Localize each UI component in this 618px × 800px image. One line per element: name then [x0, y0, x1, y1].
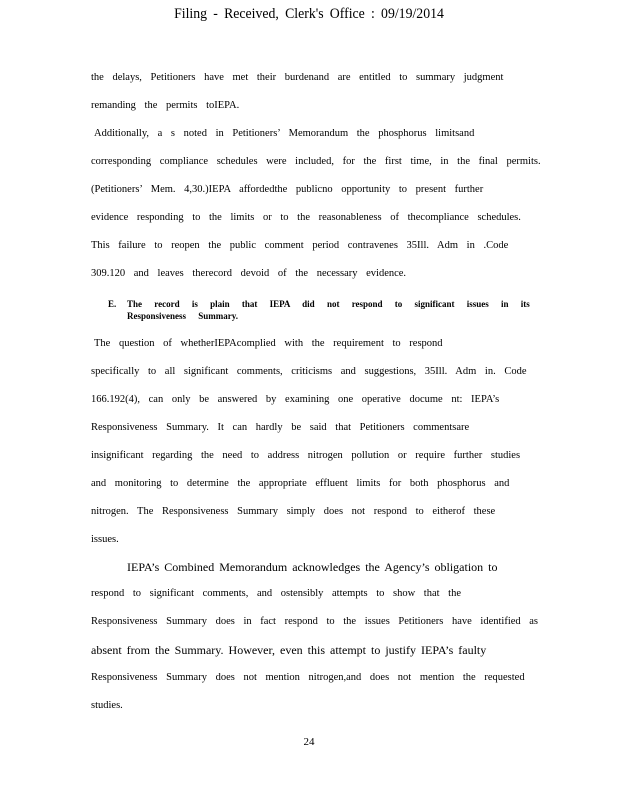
body-line-11: 166.192(4), can only be answered by examining one operative docume nt: IEPA’s — [91, 394, 500, 405]
body-line-17: IEPA’s Combined Memorandum acknowledges the Agency’s obligation to — [127, 560, 498, 574]
body-line-9: The question of whetherIEPAcomplied with the requirement to respond — [94, 338, 443, 349]
body-line-18: respond to significant comments, and ostensibly attempts to show that the — [91, 588, 461, 599]
section-heading-line-2: Responsiveness Summary. — [127, 311, 239, 321]
body-line-22: studies. — [91, 700, 123, 711]
body-line-7: This failure to reopen the public comment period contravenes 35Ill. Adm in .Code — [91, 240, 509, 251]
section-heading-line-1: The record is plain that IEPA did not respond to significant issues in its — [127, 299, 530, 309]
body-line-4: corresponding compliance schedules were included, for the first time, in the final permits. — [91, 156, 541, 167]
body-line-12: Responsiveness Summary. It can hardly be said that Petitioners commentsare — [91, 422, 470, 433]
body-line-10: specifically to all significant comments, criticisms and suggestions, 35Ill. Adm in. Code — [91, 366, 527, 377]
body-line-13: insignificant regarding the need to address nitrogen pollution or require further studies — [91, 450, 521, 461]
body-line-3: Additionally, a s noted in Petitioners’ Memorandum the phosphorus limitsand — [94, 128, 475, 139]
body-line-15: nitrogen. The Responsiveness Summary simply does not respond to eitherof these — [91, 506, 496, 517]
page-number: 24 — [303, 736, 315, 748]
body-line-19: Responsiveness Summary does in fact respond to the issues Petitioners have identified as — [91, 616, 539, 627]
body-line-1: the delays, Petitioners have met their burdenand are entitled to summary judgment — [91, 72, 504, 83]
body-line-14: and monitoring to determine the appropriate effluent limits for both phosphorus and — [91, 478, 510, 489]
body-line-5: (Petitioners’ Mem. 4,30.)IEPA affordedthe publicno opportunity to present further — [91, 184, 484, 195]
body-line-6: evidence responding to the limits or to the reasonableness of thecompliance schedules. — [91, 212, 521, 223]
body-line-16: issues. — [91, 534, 119, 545]
body-line-21: Responsiveness Summary does not mention nitrogen,and does not mention the requested — [91, 672, 525, 683]
section-heading-letter: E. — [108, 299, 117, 309]
body-line-20: absent from the Summary. However, even this attempt to justify IEPA’s faulty — [91, 643, 487, 657]
body-line-2: remanding the permits toIEPA. — [91, 100, 240, 111]
body-line-8: 309.120 and leaves therecord devoid of the necessary evidence. — [91, 268, 407, 279]
filing-stamp: Filing - Received, Clerk's Office : 09/19/2014 — [174, 6, 444, 22]
